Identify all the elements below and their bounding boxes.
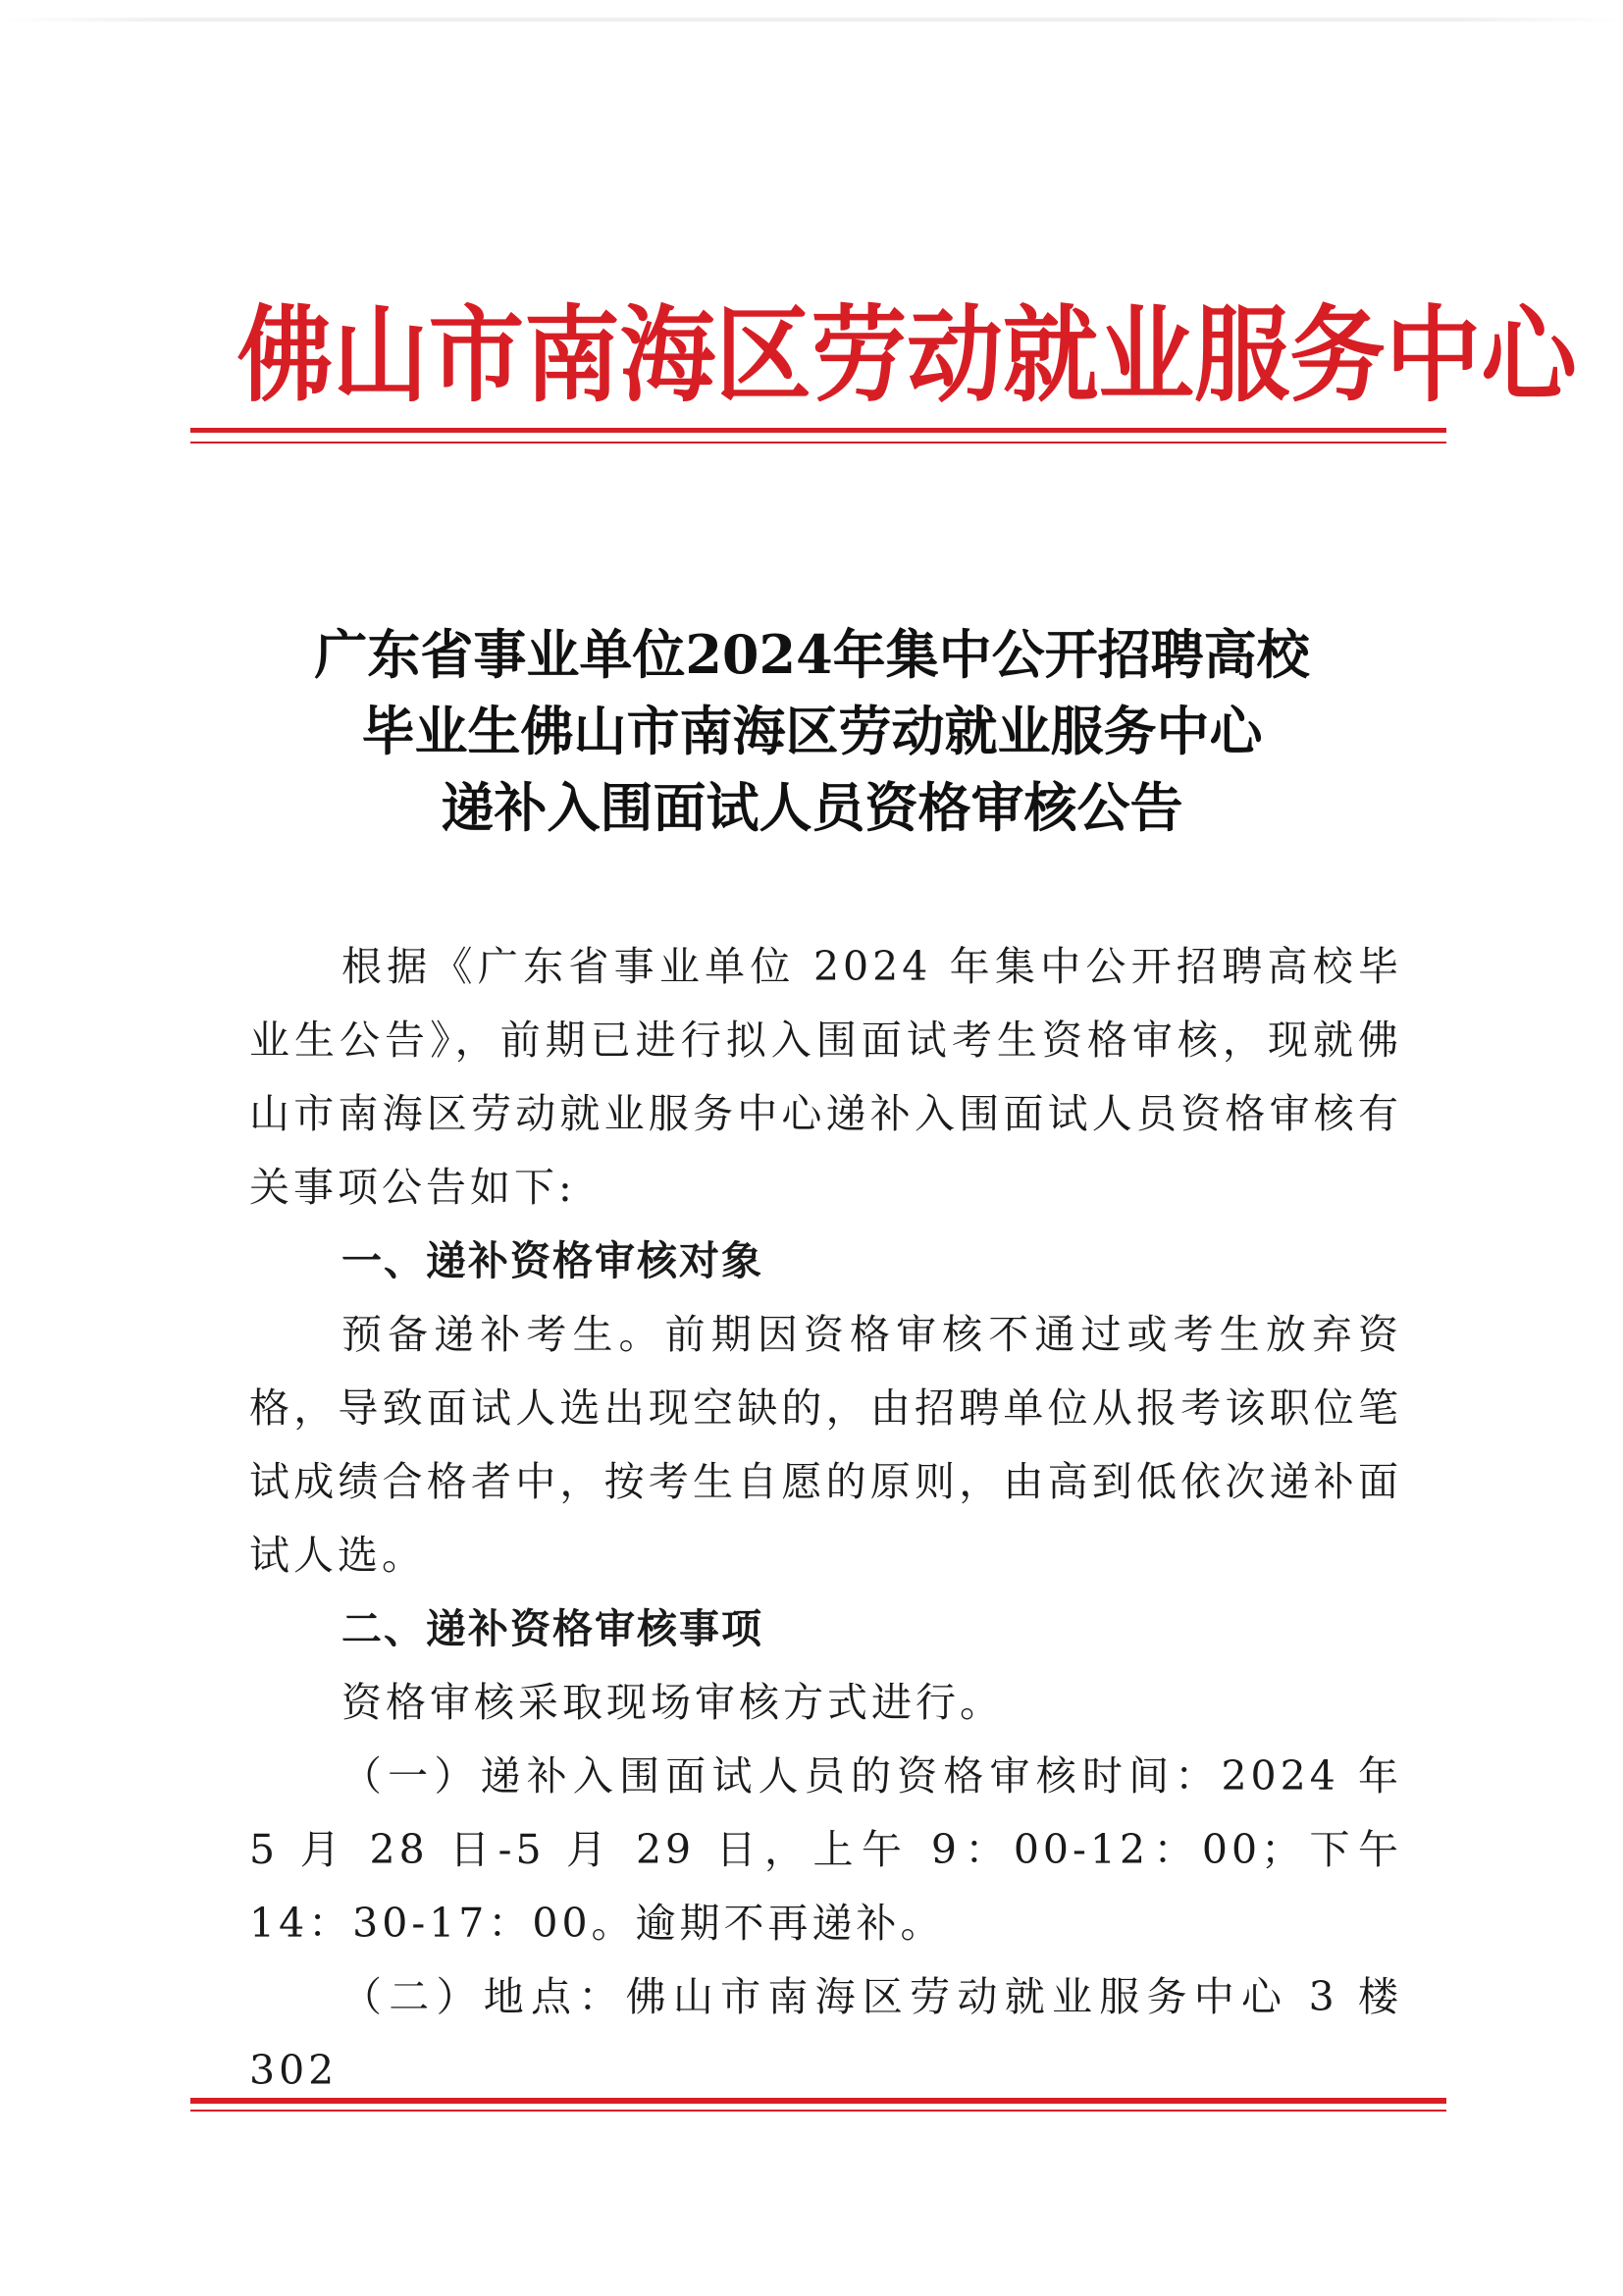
item-1-paragraph: （一）递补入围面试人员的资格审核时间：2024 年 5 月 28 日-5 月 29 日，上午 9：00-12：00；下午 14：30-17：00。逾期不再递补。 [249,1752,1402,1947]
section-2-paragraph: 资格审核采取现场审核方式进行。 [341,1679,1004,1726]
section-2-heading: 二、递补资格审核事项 [341,1605,763,1652]
title-line-1: 广东省事业单位2024年集中公开招聘高校 [314,623,1310,686]
title-line-2: 毕业生佛山市南海区劳动就业服务中心 [361,700,1263,762]
letterhead-organization: 佛山市南海区劳动就业服务中心 [236,295,1577,416]
intro-paragraph: 根据《广东省事业单位 2024 年集中公开招聘高校毕业生公告》，前期已进行拟入围面试考生资格审核，现就佛山市南海区劳动就业服务中心递补入围面试人员资格审核有关事项公告如下: [249,943,1402,1211]
section-1-heading: 一、递补资格审核对象 [341,1237,763,1284]
section-1-paragraph: 预备递补考生。前期因资格审核不通过或考生放弃资格，导致面试人选出现空缺的，由招聘单位从报考该职位笔试成绩合格者中，按考生自愿的原则，由高到低依次递补面试人选。 [249,1311,1402,1579]
letterhead-rule-thick [190,428,1446,433]
item-2-paragraph: （二）地点：佛山市南海区劳动就业服务中心 3 楼 302 [249,1973,1402,2094]
footer-rule-thin [190,2110,1446,2112]
scan-edge [0,18,1623,22]
title-line-3: 递补入围面试人员资格审核公告 [441,776,1183,839]
document-body [249,930,1402,2108]
letterhead-rule-thin [190,442,1446,444]
footer-rule-thick [190,2098,1446,2104]
document-title [226,616,1398,846]
